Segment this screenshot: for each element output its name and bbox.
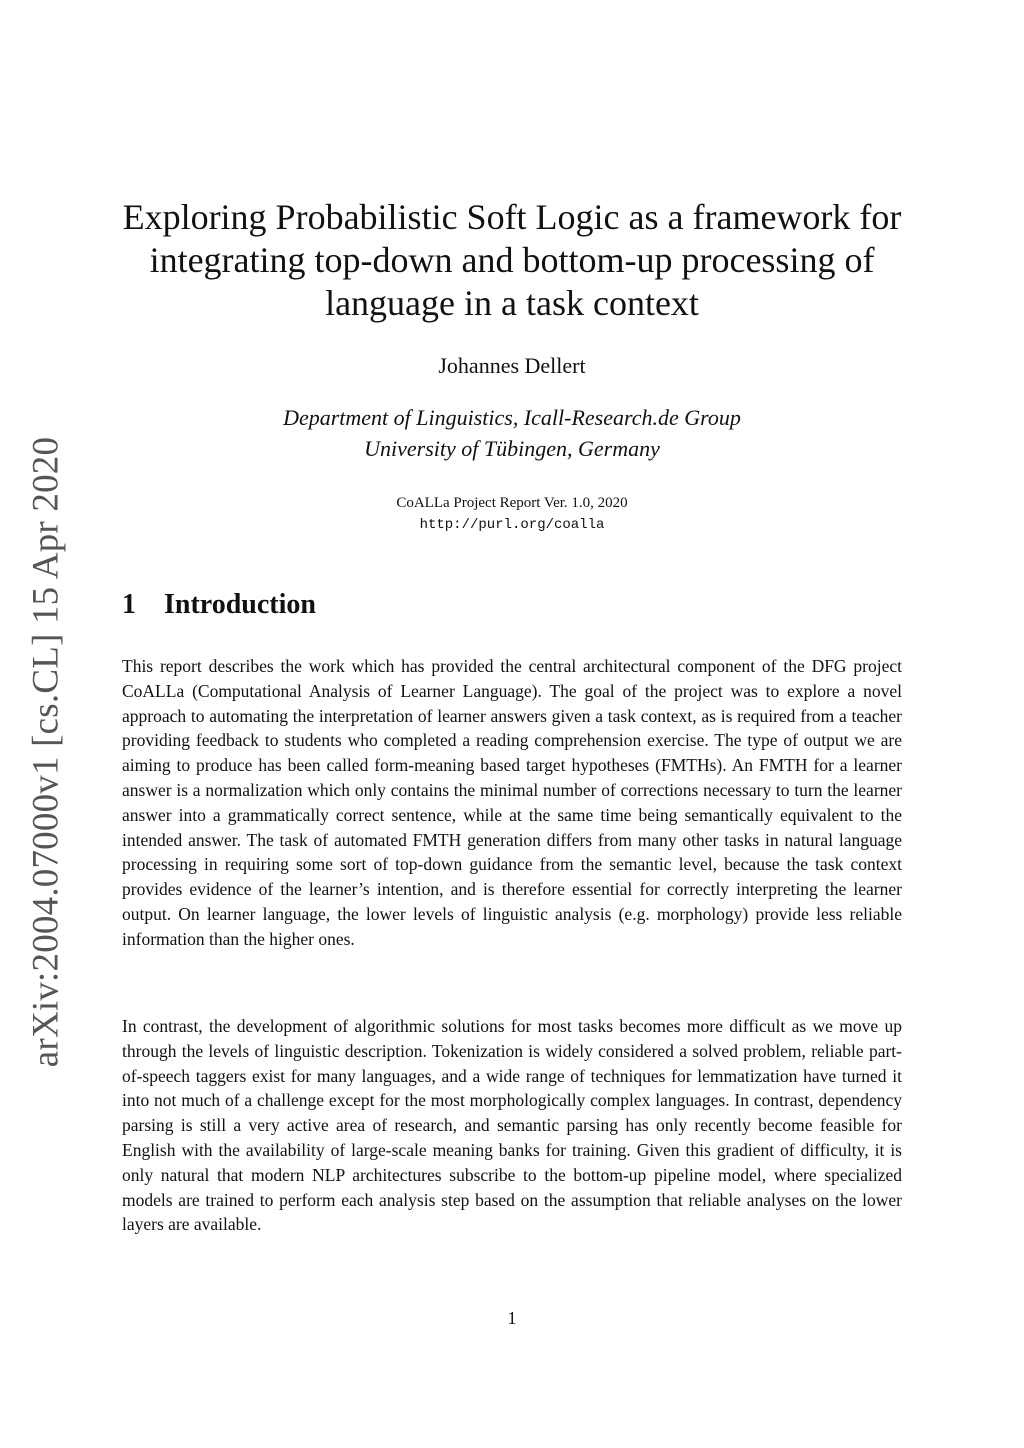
report-info (122, 492, 902, 536)
section-number: 1 (122, 589, 136, 620)
arxiv-identifier: arXiv:2004.07000v1 [cs.CL] 15 Apr 2020 (25, 436, 67, 1068)
paper-title (122, 196, 902, 325)
title-line: integrating top-down and bottom-up processing of (149, 240, 875, 280)
report-url: http://purl.org/coalla (419, 517, 605, 533)
body-paragraph: In contrast, the development of algorithmic solutions for most tasks becomes more difficult as we move up through the levels of linguistic description. Tokenization is widely considered a solved problem, reliable part-of-speech taggers exist for many languages, and a wide range of techniques for lemmatization have turned it into not much of a challenge except for the most morphologically complex languages. In contrast, dependency parsing is still a very active area of research, and semantic parsing has only recently become feasible for English with the availability of large-scale meaning banks for training. Given this gradient of difficulty, it is only natural that modern NLP architectures subscribe to the bottom-up pipeline model, where specialized models are trained to perform each analysis step based on the assumption that reliable analyses on the lower layers are available. (122, 1016, 902, 1235)
title-line: Exploring Probabilistic Soft Logic as a framework for (122, 197, 902, 237)
report-version: CoALLa Project Report Ver. 1.0, 2020 (396, 495, 628, 511)
body-paragraph: This report describes the work which has provided the central architectural component of the DFG project CoALLa (Computational Analysis of Learner Language). The goal of the project was to explore a novel approach to automating the interpretation of learner answers given a task context, as is required from a teacher providing feedback to students who completed a reading comprehension exercise. The type of output we are aiming to produce has been called form-meaning based target hypotheses (FMTHs). An FMTH for a learner answer is a normalization which only contains the minimal number of corrections necessary to turn the learner answer into a grammatically correct sentence, while at the same time being semantically equivalent to the intended answer. The task of automated FMTH generation differs from many other tasks in natural language processing in requiring some sort of top-down guidance from the semantic level, because the task context provides evidence of the learner’s intention, and is therefore essential for correctly interpreting the learner output. On learner language, the lower levels of linguistic analysis (e.g. morphology) provide less reliable information than the higher ones. (122, 656, 902, 949)
title-line: language in a task context (325, 283, 699, 323)
author-affiliation (122, 402, 902, 464)
page-number: 1 (507, 1308, 517, 1328)
section-heading (122, 588, 316, 622)
affiliation-line: University of Tübingen, Germany (364, 436, 660, 461)
author-name: Johannes Dellert (438, 353, 586, 378)
affiliation-line: Department of Linguistics, Icall-Research.de Group (283, 405, 741, 430)
section-title: Introduction (164, 589, 316, 620)
